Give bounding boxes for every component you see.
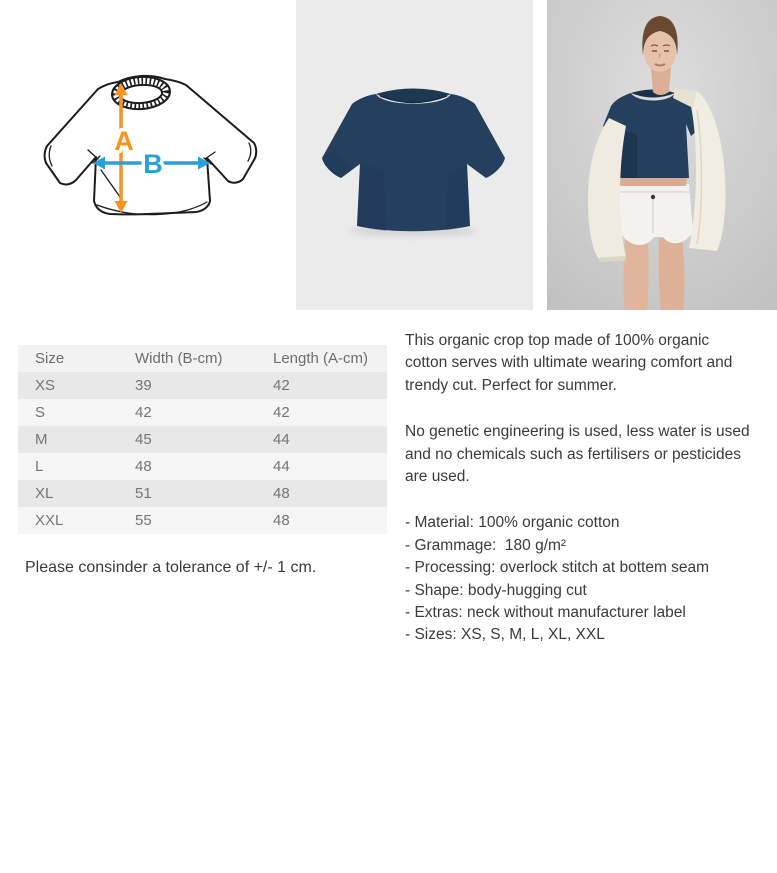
model-wearing-crop-top-image (547, 0, 777, 310)
length-cell: 48 (273, 507, 387, 534)
header-size: Size (18, 345, 135, 372)
tolerance-note: Please consinder a tolerance of +/- 1 cm. (25, 559, 317, 576)
spec-sizes: - Sizes: XS, S, M, L, XL, XXL (405, 626, 605, 644)
measurement-label-b: B (143, 149, 163, 179)
description-paragraph-1: This organic crop top made of 100% organic cotton serves with ultimate wearing comfort and trendy cut. Perfect for summer. (405, 332, 733, 394)
spec-grammage: - Grammage: 180 g/m² (405, 536, 567, 554)
length-cell: 42 (273, 372, 387, 399)
panel-product-photo (296, 0, 533, 310)
table-row-xxl (18, 507, 387, 534)
table-row-m (18, 426, 387, 453)
product-description (405, 330, 755, 647)
spec-processing: - Processing: overlock stitch at bottem seam (405, 559, 710, 577)
width-cell: 45 (135, 426, 273, 453)
header-width: Width (B-cm) (135, 345, 273, 372)
measurement-label-a: A (114, 126, 134, 156)
header-length: Length (A-cm) (273, 345, 387, 372)
length-cell: 48 (273, 480, 387, 507)
table-row-s (18, 399, 387, 426)
description-paragraph-2: No genetic engineering is used, less water is used and no chemicals such as fertilisers or pesticides are used. (405, 423, 750, 486)
size-cell: XS (18, 372, 135, 399)
spec-shape: - Shape: body-hugging cut (405, 581, 587, 599)
size-cell: XL (18, 480, 135, 507)
panel-measurement-diagram (0, 0, 270, 310)
crop-top-product-image (296, 0, 533, 310)
size-cell: S (18, 399, 135, 426)
size-cell: XXL (18, 507, 135, 534)
table-row-xl (18, 480, 387, 507)
crop-top-measurement-sketch-icon (0, 0, 270, 310)
panel-model-photo (547, 0, 777, 310)
width-cell: 51 (135, 480, 273, 507)
width-cell: 42 (135, 399, 273, 426)
length-cell: 42 (273, 399, 387, 426)
size-table-header-row (18, 345, 387, 372)
spec-extras: - Extras: neck without manufacturer label (405, 604, 686, 622)
table-row-l (18, 453, 387, 480)
size-cell: M (18, 426, 135, 453)
spec-material: - Material: 100% organic cotton (405, 514, 620, 532)
length-cell: 44 (273, 426, 387, 453)
table-row-xs (18, 372, 387, 399)
spec-list (405, 512, 755, 646)
size-table (18, 345, 387, 534)
length-cell: 44 (273, 453, 387, 480)
width-cell: 55 (135, 507, 273, 534)
size-cell: L (18, 453, 135, 480)
width-cell: 48 (135, 453, 273, 480)
width-cell: 39 (135, 372, 273, 399)
